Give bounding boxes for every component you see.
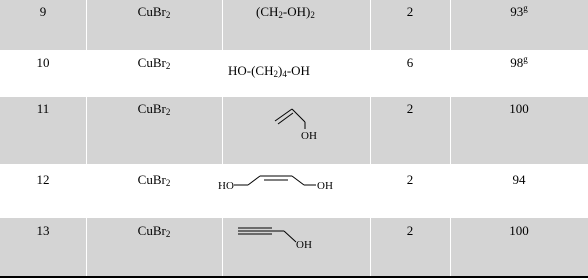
- yield-cell: 94: [512, 172, 526, 187]
- catalyst-subscript: 2: [165, 229, 171, 239]
- substrate-cell: [256, 4, 315, 20]
- time-cell: 2: [406, 4, 414, 19]
- yield-cell: 100: [509, 101, 529, 116]
- table-row: [0, 164, 588, 218]
- column-divider: [450, 0, 451, 280]
- catalyst-cell: [86, 101, 222, 117]
- time-cell: 2: [406, 101, 414, 116]
- entry-cell: 12: [36, 172, 50, 187]
- table-row: [0, 0, 588, 50]
- entry-cell: 10: [36, 55, 50, 70]
- catalyst-text: CuBr: [137, 172, 166, 187]
- catalyst-cell: [86, 172, 222, 188]
- catalyst-subscript: 2: [165, 178, 171, 188]
- column-divider: [222, 0, 223, 280]
- time-cell: 6: [406, 55, 414, 70]
- table-bottom-rule: [0, 276, 588, 278]
- propargyl-alcohol-structure: [236, 222, 316, 252]
- catalyst-subscript: 2: [165, 107, 171, 117]
- catalyst-text: CuBr: [137, 101, 166, 116]
- entry-cell: 9: [39, 4, 47, 19]
- catalyst-subscript: 2: [165, 61, 171, 71]
- substrate-text: (CH: [256, 4, 279, 19]
- catalyst-text: CuBr: [137, 223, 166, 238]
- catalyst-text: CuBr: [137, 55, 166, 70]
- time-cell: 2: [406, 223, 414, 238]
- table-row: [0, 97, 588, 164]
- yield-footnote: g: [523, 54, 528, 64]
- entry-cell: 11: [36, 101, 50, 116]
- yield-value: 98: [510, 55, 524, 70]
- substrate-text: ): [278, 63, 283, 78]
- substrate-subscript: 2: [310, 10, 315, 20]
- table-row: [0, 218, 588, 276]
- yield-cell: [450, 4, 588, 20]
- yield-footnote: g: [523, 3, 528, 13]
- allyl-alcohol-structure: [270, 101, 340, 143]
- substrate-text: -OH: [286, 63, 310, 78]
- substrate-cell: [228, 63, 310, 79]
- substrate-subscript: 4: [282, 69, 287, 79]
- butenediol-structure: [218, 170, 348, 200]
- catalyst-cell: [86, 55, 222, 71]
- entry-cell: 13: [36, 223, 50, 238]
- hydroxyl-label: OH: [301, 130, 317, 142]
- catalyst-cell: [86, 223, 222, 239]
- catalyst-text: CuBr: [137, 4, 166, 19]
- column-divider: [86, 0, 87, 280]
- yield-cell: [450, 55, 588, 71]
- hydroxyl-label-left: HO: [218, 180, 234, 192]
- catalyst-subscript: 2: [165, 10, 171, 20]
- table-row: [0, 50, 588, 97]
- time-cell: 2: [406, 172, 414, 187]
- substrate-subscript: 2: [273, 69, 278, 79]
- substrate-text: HO-(CH: [228, 63, 274, 78]
- yield-cell: 100: [509, 223, 529, 238]
- hydroxyl-label: OH: [296, 239, 312, 251]
- catalyst-cell: [86, 4, 222, 20]
- substrate-subscript: 2: [278, 10, 283, 20]
- hydroxyl-label-right: OH: [317, 180, 333, 192]
- yield-value: 93: [510, 4, 524, 19]
- column-divider: [370, 0, 371, 280]
- substrate-text: -OH): [282, 4, 311, 19]
